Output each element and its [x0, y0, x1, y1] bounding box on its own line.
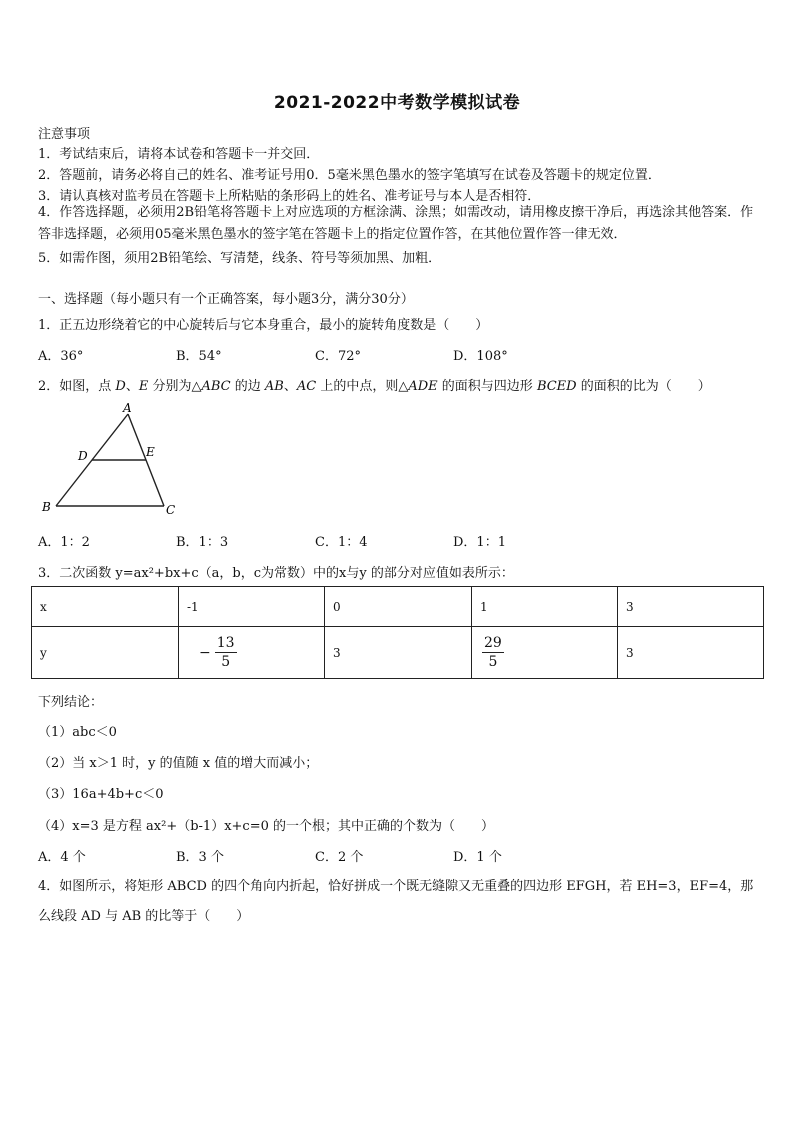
label-e: E — [146, 445, 155, 459]
notice-item-4: 4．作答选择题，必须用2B铅笔将答题卡上对应选项的方框涂满、涂黑；如需改动，请用橡皮擦干净后，再选涂其他答案．作答非选择题，必须用05毫米黑色墨水的签字笔在答题卡上的指定位置作答，在其他位置作答一律无效． — [38, 205, 754, 242]
table-cell: 1 — [472, 587, 618, 627]
conclusion-2: （2）当 x＞1 时，y 的值随 x 值的增大而减小； — [38, 756, 319, 771]
q3-option-b: B．3 个 — [176, 850, 224, 865]
minus-sign: − — [199, 644, 211, 661]
numerator: 13 — [216, 635, 235, 651]
q1-option-c: C．72° — [315, 349, 361, 364]
label-c: C — [166, 503, 176, 517]
q1-option-b: B．54° — [176, 349, 222, 364]
notice-heading: 注意事项 — [38, 127, 91, 142]
notice-item-2: 2．答题前，请务必将自己的姓名、准考证号用0．5毫米黑色墨水的签字笔填写在试卷及答题卡的规定位置． — [38, 168, 661, 183]
section-heading: 一、选择题（每小题只有一个正确答案，每小题3分，满分30分） — [38, 292, 414, 307]
table-cell: 3 — [325, 627, 472, 679]
question-4-stem: 4．如图所示，将矩形 ABCD 的四个角向内折起，恰好拼成一个既无缝隙又无重叠的四边形 EFGH，若 EH=3，EF=4，那么线段 AD 与 AB 的比等于（ ） — [38, 879, 754, 924]
numerator: 29 — [484, 635, 502, 651]
table-cell: 0 — [325, 587, 472, 627]
table-cell — [179, 627, 325, 679]
table-row-x — [32, 587, 764, 627]
table-cell: -1 — [179, 587, 325, 627]
q1-option-a: A．36° — [38, 349, 84, 364]
label-a: A — [123, 401, 132, 415]
conclusion-4: （4）x=3 是方程 ax²+（b-1）x+c=0 的一个根；其中正确的个数为（ ） — [38, 819, 495, 834]
notice-item-1: 1．考试结束后，请将本试卷和答题卡一并交回． — [38, 147, 320, 162]
question-3-stem: 3．二次函数 y=ax²+bx+c（a，b，c为常数）中的x与y 的部分对应值如表所示： — [38, 566, 514, 581]
table-row-y — [32, 627, 764, 679]
fraction-29-5 — [482, 634, 504, 671]
table-cell: 3 — [618, 627, 764, 679]
table-cell: x — [32, 587, 179, 627]
conclusions-heading: 下列结论： — [38, 695, 104, 710]
q2-option-c: C．1：4 — [315, 535, 368, 550]
fraction-neg-13-5 — [199, 634, 237, 671]
triangle-figure — [36, 398, 186, 520]
denominator: 5 — [488, 654, 498, 670]
conclusion-1: （1）abc＜0 — [38, 725, 117, 740]
q3-option-a: A．4 个 — [38, 850, 86, 865]
page-title: 2021-2022中考数学模拟试卷 — [273, 93, 521, 113]
table-cell: 3 — [618, 587, 764, 627]
question-1-stem: 1．正五边形绕着它的中心旋转后与它本身重合，最小的旋转角度数是（ ） — [38, 318, 489, 333]
table-cell — [472, 627, 618, 679]
q2-option-d: D．1：1 — [453, 535, 506, 550]
q2-option-a: A．1：2 — [38, 535, 90, 550]
conclusion-3: （3）16a+4b+c＜0 — [38, 787, 164, 802]
q2-option-b: B．1：3 — [176, 535, 229, 550]
xy-value-table — [31, 586, 764, 679]
q3-option-c: C．2 个 — [315, 850, 364, 865]
q1-option-d: D．108° — [453, 349, 508, 364]
notice-item-5: 5．如需作图，须用2B铅笔绘、写清楚，线条、符号等须加黑、加粗． — [38, 251, 442, 266]
table-cell: y — [32, 627, 179, 679]
label-b: B — [42, 500, 51, 514]
denominator: 5 — [221, 654, 231, 670]
notice-item-3: 3．请认真核对监考员在答题卡上所粘贴的条形码上的姓名、准考证号与本人是否相符． — [38, 189, 541, 204]
q3-option-d: D．1 个 — [453, 850, 502, 865]
label-d: D — [78, 449, 88, 463]
question-2-stem: 2．如图，点 D、E 分别为△ABC 的边 AB、AC 上的中点，则△ADE 的面积与四边形 BCED 的面积的比为（ ） — [38, 379, 711, 394]
